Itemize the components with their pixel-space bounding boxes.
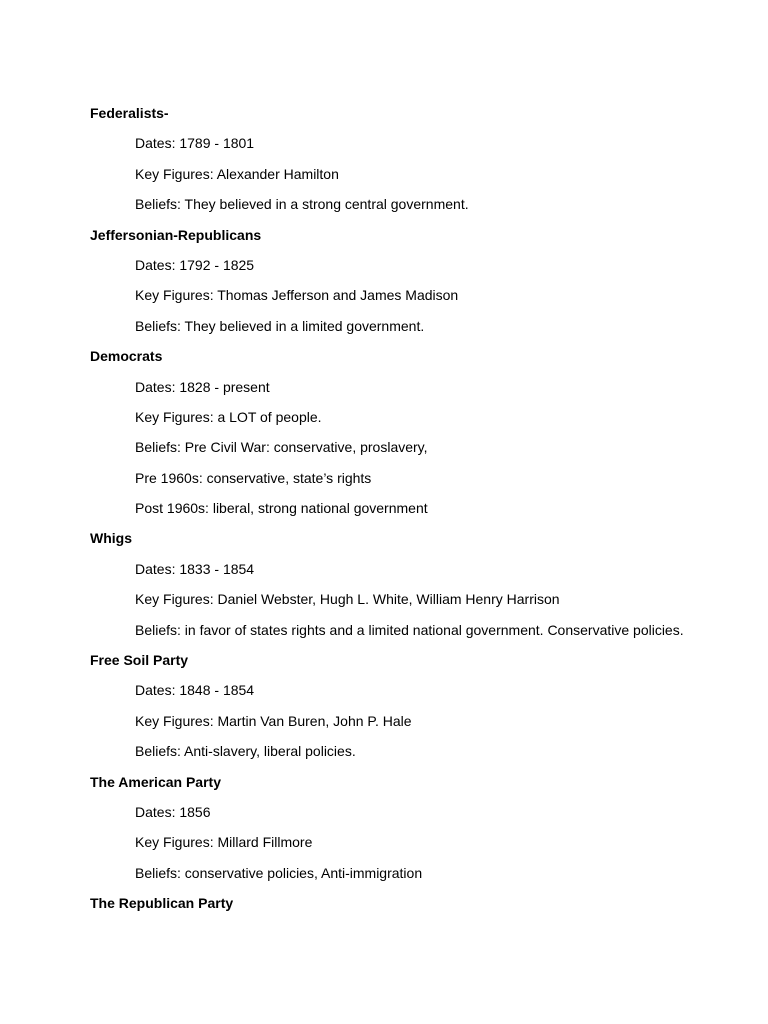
party-dates: Dates: 1792 - 1825	[135, 256, 255, 273]
party-list	[90, 102, 730, 923]
party-dates: Dates: 1856	[135, 803, 211, 820]
party-beliefs: Beliefs: They believed in a limited government.	[135, 317, 425, 334]
party-heading: Jeffersonian-Republicans	[90, 226, 262, 243]
party-beliefs: Beliefs: Anti-slavery, liberal policies.	[135, 743, 356, 760]
party-heading: Democrats	[90, 348, 163, 365]
party-key-figures: Key Figures: Martin Van Buren, John P. Hale	[135, 712, 412, 729]
party-key-figures: Key Figures: a LOT of people.	[135, 408, 322, 425]
party-beliefs: Beliefs: They believed in a strong central government.	[135, 196, 469, 213]
party-beliefs-continued: Post 1960s: liberal, strong national government	[135, 500, 428, 517]
party-heading: The Republican Party	[90, 895, 234, 912]
party-key-figures: Key Figures: Daniel Webster, Hugh L. White, William Henry Harrison	[135, 591, 560, 608]
party-dates: Dates: 1833 - 1854	[135, 560, 255, 577]
party-heading: Federalists-	[90, 105, 169, 121]
party-heading: Whigs	[90, 530, 132, 547]
party-key-figures: Key Figures: Thomas Jefferson and James Madison	[135, 287, 459, 304]
party-dates: Dates: 1848 - 1854	[135, 682, 255, 699]
party-dates: Dates: 1828 - present	[135, 378, 270, 395]
party-heading: The American Party	[90, 773, 221, 790]
party-dates: Dates: 1789 - 1801	[135, 135, 255, 152]
party-beliefs: Beliefs: in favor of states rights and a limited national government. Conservative policies.	[135, 621, 684, 638]
party-beliefs-continued: Pre 1960s: conservative, state’s rights	[135, 469, 372, 486]
party-beliefs: Beliefs: Pre Civil War: conservative, proslavery,	[135, 439, 428, 456]
party-key-figures: Key Figures: Millard Fillmore	[135, 834, 313, 851]
party-heading: Free Soil Party	[90, 652, 189, 669]
party-beliefs: Beliefs: conservative policies, Anti-immigration	[135, 864, 423, 881]
party-key-figures: Key Figures: Alexander Hamilton	[135, 165, 339, 182]
